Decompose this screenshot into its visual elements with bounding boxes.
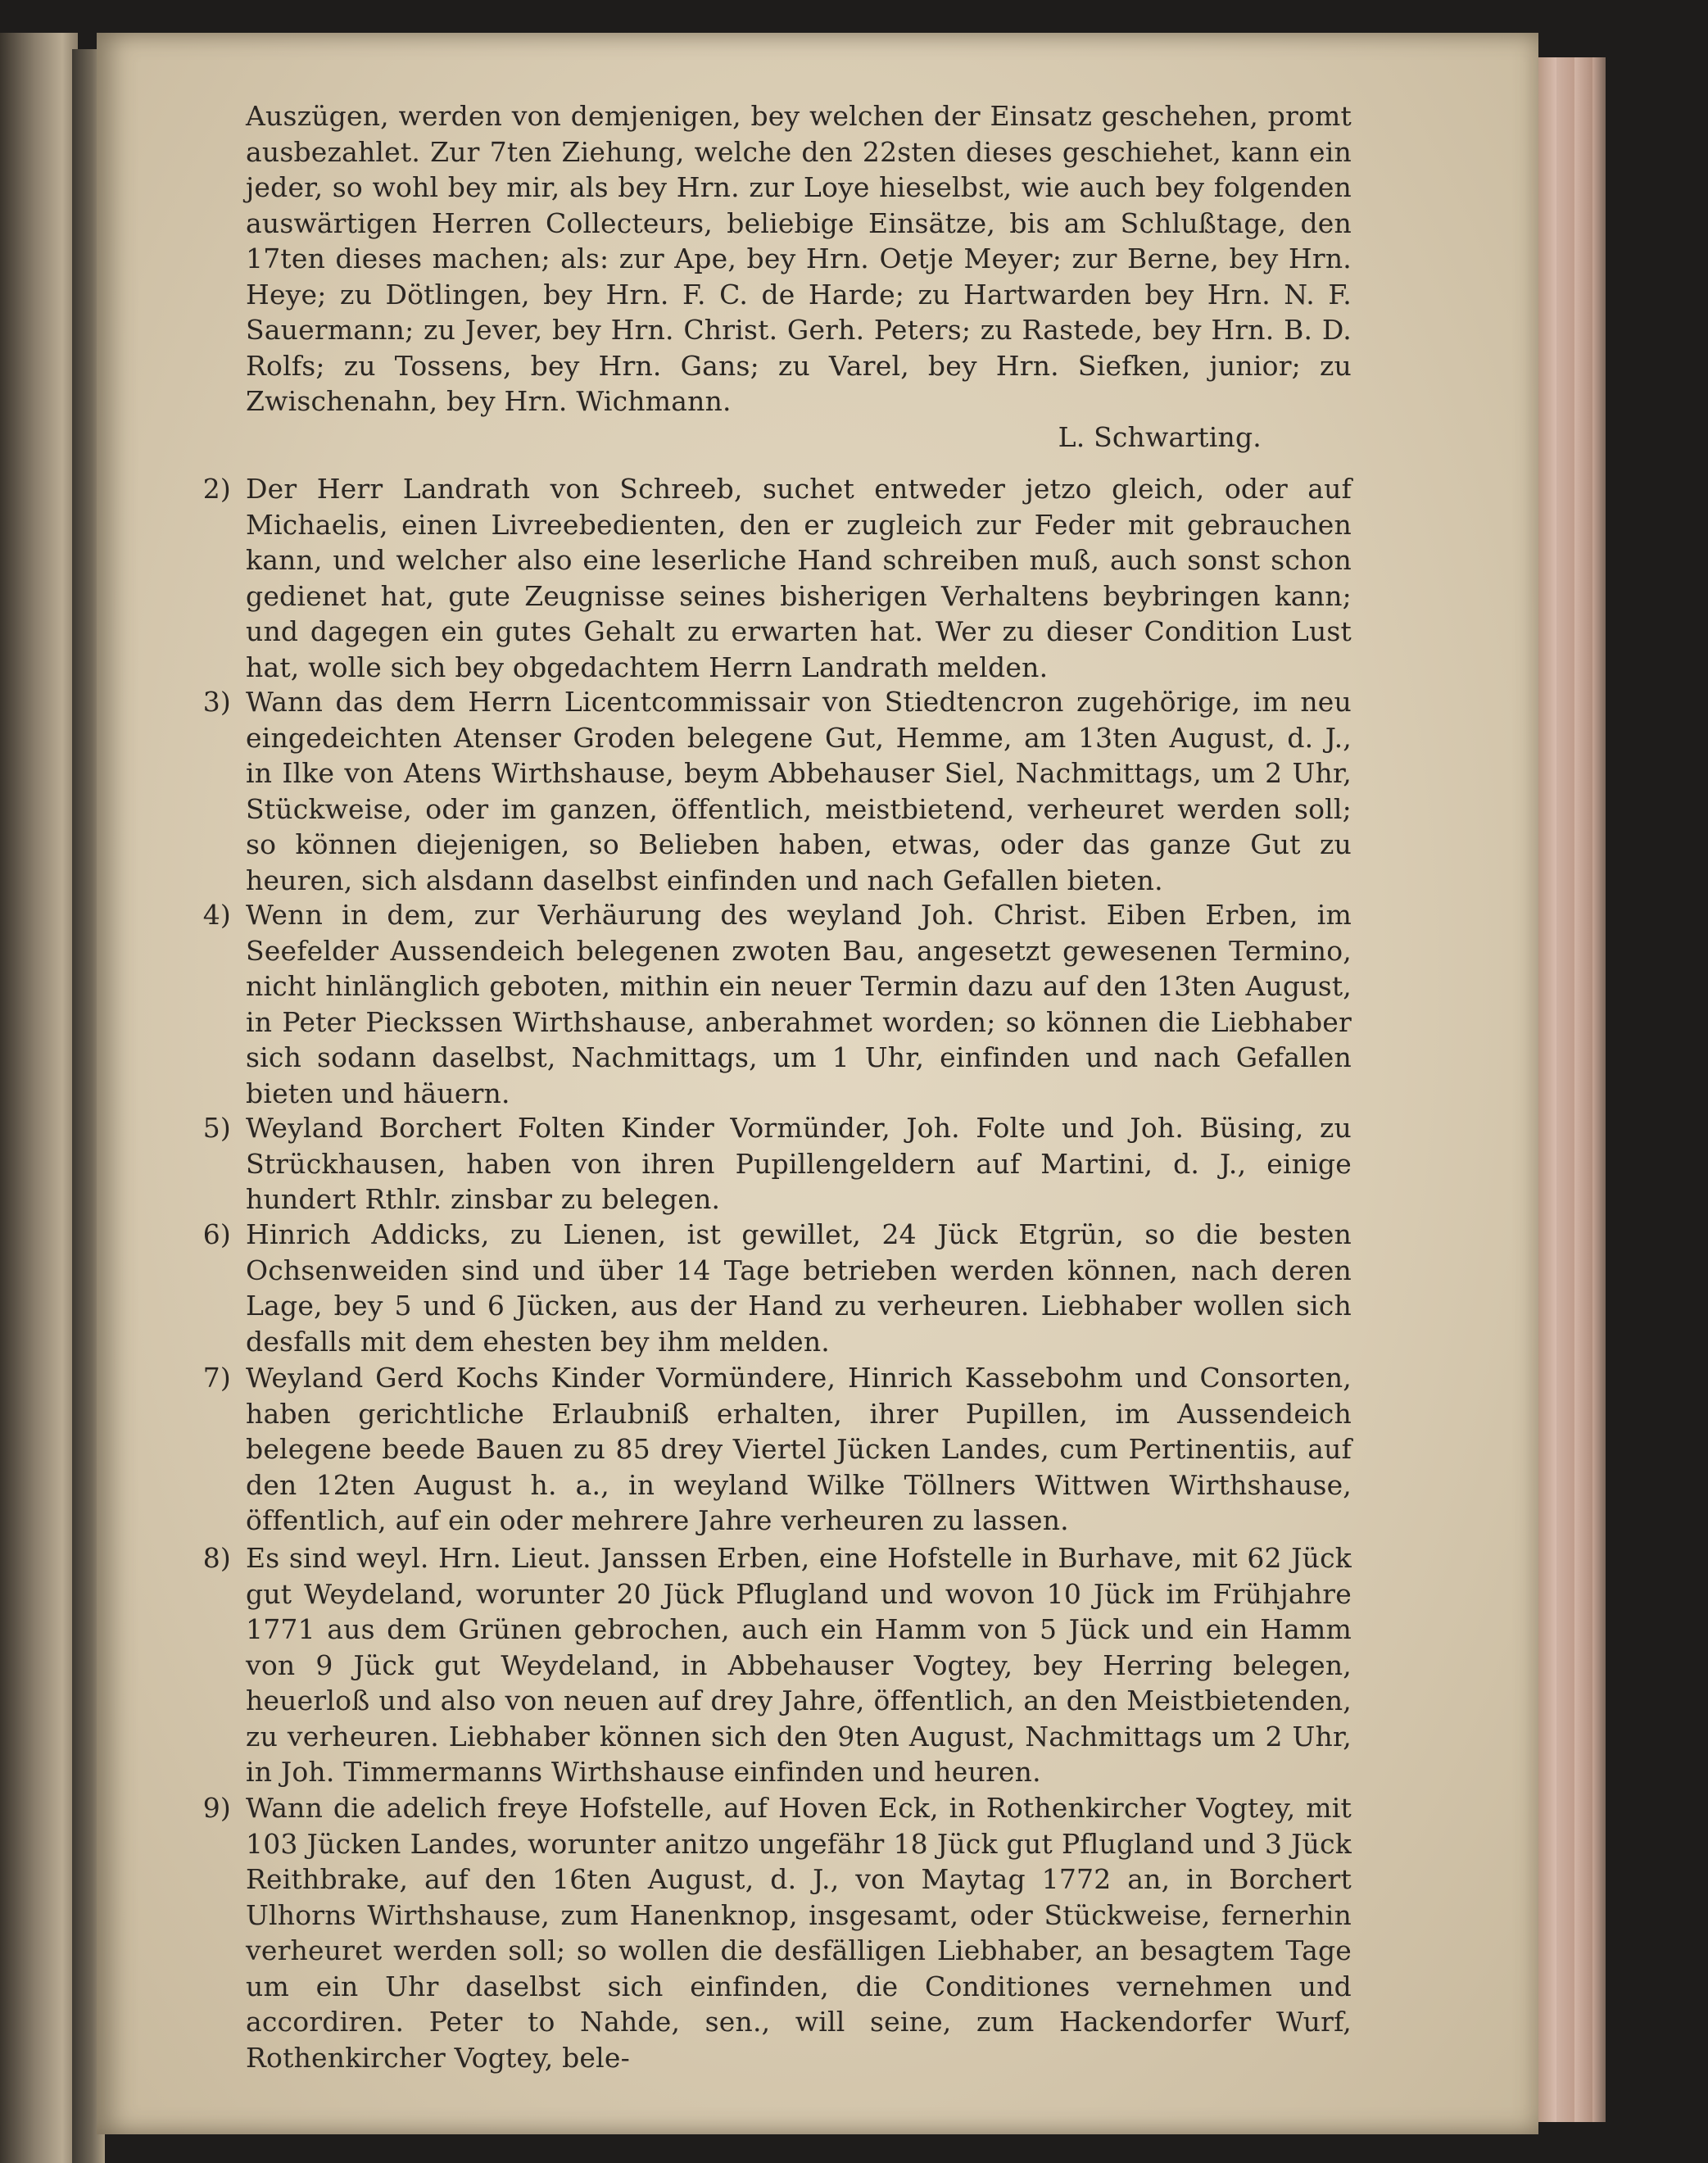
page-edge-stack [1538,57,1556,2122]
entry-2 [202,471,1352,685]
background [1606,33,1708,2163]
entry-text: Der Herr Landrath von Schreeb, suchet entweder jetzo gleich, oder auf Michaelis, einen Livreebedienten, den er zugleich zur Feder mit gebrauchen kann, und welcher also eine leserliche Hand schreiben muß, auch sonst schon gedienet hat, gute Zeugnisse seines bisherigen Verhaltens beybringen kann; und dagegen ein gutes Gehalt zu erwarten hat. Wer zu dieser Condition Lust hat, wolle sich bey obgedachtem Herrn Landrath melden. [246,473,1352,683]
intro-text: Auszügen, werden von demjenigen, bey welchen der Einsatz geschehen, promt ausbezahlet. Zur 7ten Ziehung, welche den 22sten dieses geschiehet, kann ein jeder, so wohl bey mir, als bey Hrn. zur Loye hieselbst, wie auch bey folgenden auswärtigen Herren Collecteurs, beliebige Einsätze, bis am Schlußtage, den 17ten dieses machen; als: zur Ape, bey Hrn. Oetje Meyer; zur Berne, bey Hrn. Heye; zu Dötlingen, bey Hrn. F. C. de Harde; zu Hartwarden bey Hrn. N. F. Sauermann; zu Jever, bey Hrn. Christ. Gerh. Peters; zu Rastede, bey Hrn. B. D. Rolfs; zu Tossens, bey Hrn. Gans; zu Varel, bey Hrn. Siefken, junior; zu Zwischenahn, bey Hrn. Wichmann. [246,100,1352,417]
entry-6 [202,1217,1352,1359]
entry-text: Hinrich Addicks, zu Lienen, ist gewillet, 24 Jück Etgrün, so die besten Ochsenweiden sind und über 14 Tage betrieben werden können, nach deren Lage, bey 5 und 6 Jücken, aus der Hand zu verheuren. Liebhaber wollen sich desfalls mit dem ehesten bey ihm melden. [246,1218,1352,1358]
entry-text: Weyland Gerd Kochs Kinder Vormündere, Hinrich Kassebohm und Consorten, haben gerichtliche Erlaubniß erhalten, ihrer Pupillen, im Aussendeich belegene beede Bauen zu 85 drey Viertel Jücken Landes, cum Pertinentiis, auf den 12ten August h. a., in weyland Wilke Töllners Wittwen Wirthshause, öffentlich, auf ein oder mehrere Jahre verheuren zu lassen. [246,1362,1352,1536]
entry-number: 2) [202,473,231,505]
entry-3 [202,684,1352,898]
entry-number: 8) [202,1542,231,1574]
entry-number: 5) [202,1112,231,1144]
entry-number: 7) [202,1362,231,1394]
facing-page-edge [0,33,78,2163]
entry-text: Es sind weyl. Hrn. Lieut. Janssen Erben, eine Hofstelle in Burhave, mit 62 Jück gut Weydeland, worunter 20 Jück Pflugland und wovon 10 Jück im Frühjahre 1771 aus dem Grünen gebrochen, auch ein Hamm von 5 Jück und ein Hamm von 9 Jück gut Weydeland, in Abbehauser Vogtey, bey Herring belegen, heuerloß und also von neuen auf drey Jahre, öffentlich, an den Meistbietenden, zu verheuren. Liebhaber können sich den 9ten August, Nachmittags um 2 Uhr, in Joh. Timmermanns Wirthshause einfinden und heuren. [246,1542,1352,1788]
signature: L. Schwarting. [1058,420,1262,453]
entry-8 [202,1540,1352,1790]
page-edge-stack [1574,57,1592,2122]
entry-text: Weyland Borchert Folten Kinder Vormünder, Joh. Folte und Joh. Büsing, zu Strückhausen, haben von ihren Pupillengeldern auf Martini, d. J., einige hundert Rthlr. zinsbar zu belegen. [246,1112,1352,1215]
entry-number: 4) [202,899,231,931]
entry-9 [202,1790,1352,2075]
intro-paragraph [246,98,1352,455]
entry-5 [202,1110,1352,1218]
entry-number: 9) [202,1792,231,1824]
entry-number: 6) [202,1218,231,1250]
page-edge-stack [1592,57,1606,2122]
entry-number: 3) [202,686,231,718]
entry-text: Wenn in dem, zur Verhäurung des weyland Joh. Christ. Eiben Erben, im Seefelder Aussendeich belegenen zwoten Bau, angesetzt gewesenen Termino, nicht hinlänglich geboten, mithin ein neuer Termin dazu auf den 13ten August, in Peter Pieckssen Wirthshause, anberahmet worden; so können die Liebhaber sich sodann daselbst, Nachmittags, um 1 Uhr, einfinden und nach Gefallen bieten und häuern. [246,899,1352,1109]
entry-text: Wann das dem Herrn Licentcommissair von Stiedtencron zugehörige, im neu eingedeichten Atenser Groden belegene Gut, Hemme, am 13ten August, d. J., in Ilke von Atens Wirthshause, beym Abbehauser Siel, Nachmittags, um 2 Uhr, Stückweise, oder im ganzen, öffentlich, meistbietend, verheuret werden soll; so können diejenigen, so Belieben haben, etwas, oder das ganze Gut zu heuren, sich alsdann daselbst einfinden und nach Gefallen bieten. [246,686,1352,896]
entry-text: Wann die adelich freye Hofstelle, auf Hoven Eck, in Rothenkircher Vogtey, mit 103 Jücken Landes, worunter anitzo ungefähr 18 Jück gut Pflugland und 3 Jück Reithbrake, auf den 16ten August, d. J., von Maytag 1772 an, in Borchert Ulhorns Wirthshause, zum Hanenknop, insgesamt, oder Stückweise, fernerhin verheuret werden soll; so wollen die desfälligen Liebhaber, an besagtem Tage um ein Uhr daselbst sich einfinden, die Conditiones vernehmen und accordiren. Peter to Nahde, sen., will seine, zum Hackendorfer Wurf, Rothenkircher Vogtey, bele- [246,1792,1352,2074]
entry-4 [202,897,1352,1111]
entry-7 [202,1360,1352,1539]
page-edge-stack [1556,57,1574,2122]
